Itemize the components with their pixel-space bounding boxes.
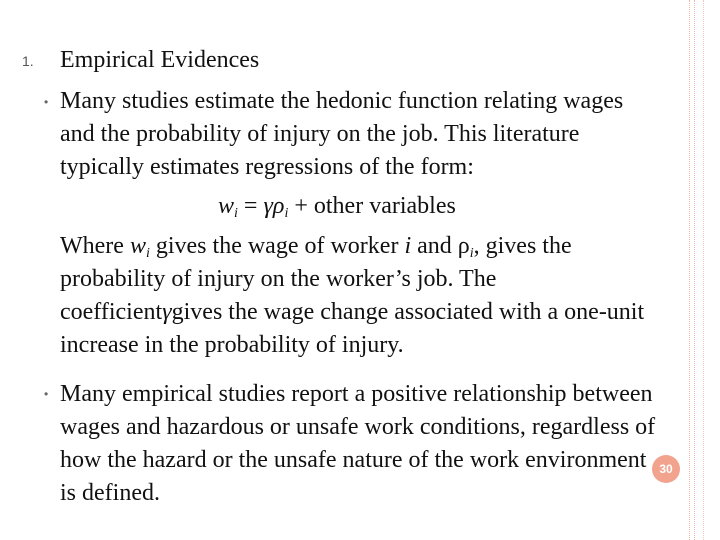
where-sub-i2: i [469, 246, 474, 261]
formula-sub-i2: i [284, 206, 289, 221]
regression-formula [218, 190, 456, 223]
decorative-border-line [694, 0, 695, 540]
decorative-border-line [703, 0, 704, 540]
where-text: gives the wage of worker [149, 233, 405, 259]
page-number-badge: 30 [652, 455, 680, 483]
slide-heading: Empirical Evidences [60, 47, 260, 73]
formula-rest: + other variables [288, 193, 456, 219]
where-text: gives the wage change associated with a one-unit increase in the probability of injury. [60, 299, 645, 358]
where-gamma: γ [162, 299, 172, 325]
list-number: 1. [22, 53, 34, 69]
formula-rho: ρ [272, 193, 285, 219]
paragraph-where [60, 230, 660, 362]
where-text: Where [60, 233, 130, 259]
where-w: w [129, 233, 146, 259]
formula-eq: = [237, 193, 264, 219]
where-sub-i: i [145, 246, 150, 261]
where-i: i [404, 233, 412, 259]
paragraph-empirical: Many empirical studies report a positive relationship between wages and hazardous or unsafe work conditions, regardless of how the hazard or the unsafe nature of the work environment is defined. [60, 381, 656, 506]
bullet-marker: • [44, 387, 49, 401]
formula-gamma: γ [263, 193, 273, 219]
formula-w: w [218, 193, 235, 219]
formula-sub-i: i [234, 206, 238, 221]
paragraph-hedonic: Many studies estimate the hedonic function relating wages and the probability of injury on the job. This literature typically estimates regressions of the form: [60, 88, 624, 180]
where-text: and [411, 233, 458, 259]
decorative-border-line [689, 0, 690, 540]
where-rho: ρ [457, 233, 470, 259]
bullet-marker: • [44, 95, 49, 109]
where-text: , gives the probability of injury on the worker’s job. The coefficient [60, 233, 572, 325]
